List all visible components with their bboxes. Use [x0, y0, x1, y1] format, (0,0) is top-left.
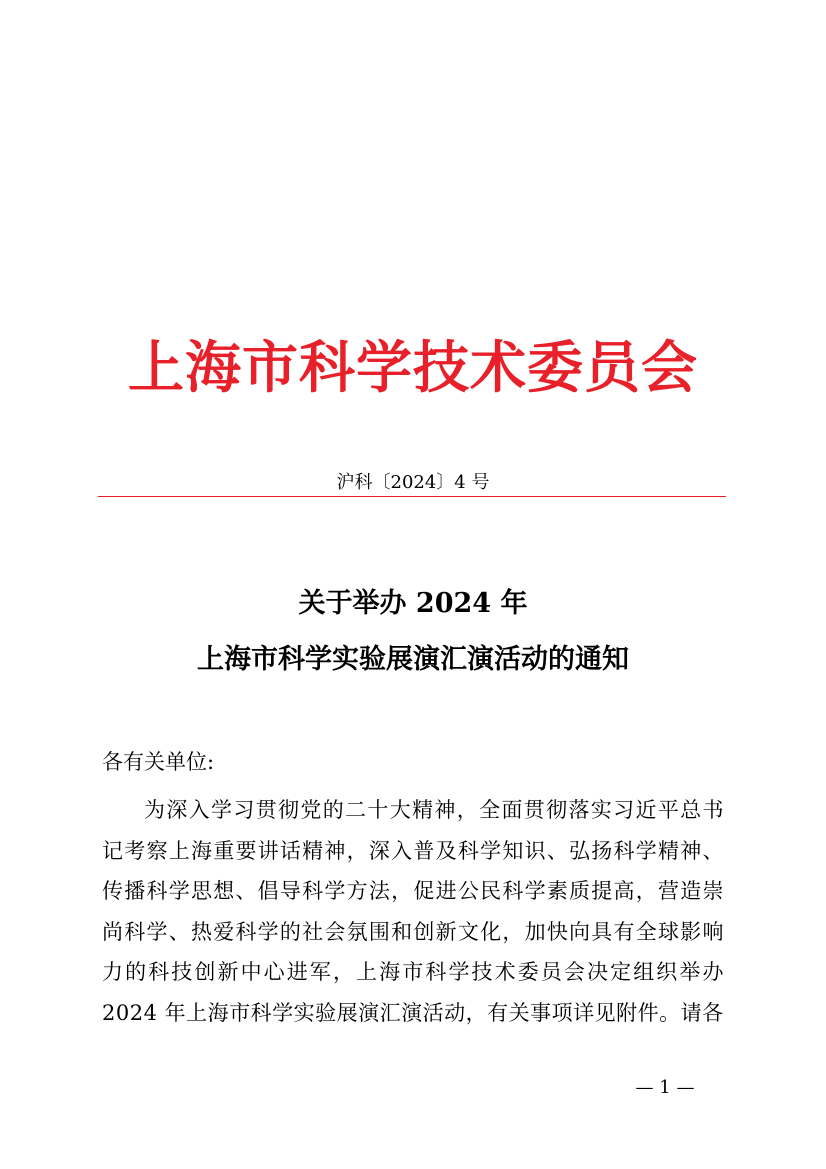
- masthead-title: 上海市科学技术委员会: [128, 335, 698, 401]
- red-divider-line: [98, 496, 726, 497]
- page-number: — 1 —: [635, 1077, 695, 1098]
- notice-title-line-1: 关于举办 2024 年: [298, 588, 528, 619]
- body-paragraph: 为深入学习贯彻党的二十大精神，全面贯彻落实习近平总书记考察上海重要讲话精神，深入普及科学知识、弘扬科学精神、传播科学思想、倡导科学方法，促进公民科学素质提高，营造崇尚科学、热爱科学的社会氛围和创新文化，加快向具有全球影响力的科技创新中心进军，上海市科学技术委员会决定组织举办 2024 年上海市科学实验展演汇演活动，有关事项详见附件。请各: [102, 798, 724, 1025]
- salutation: 各有关单位:: [102, 750, 215, 774]
- notice-title-line-2: 上海市科学实验展演汇演活动的通知: [197, 644, 629, 675]
- document-number: 沪科〔2024〕4 号: [336, 472, 490, 493]
